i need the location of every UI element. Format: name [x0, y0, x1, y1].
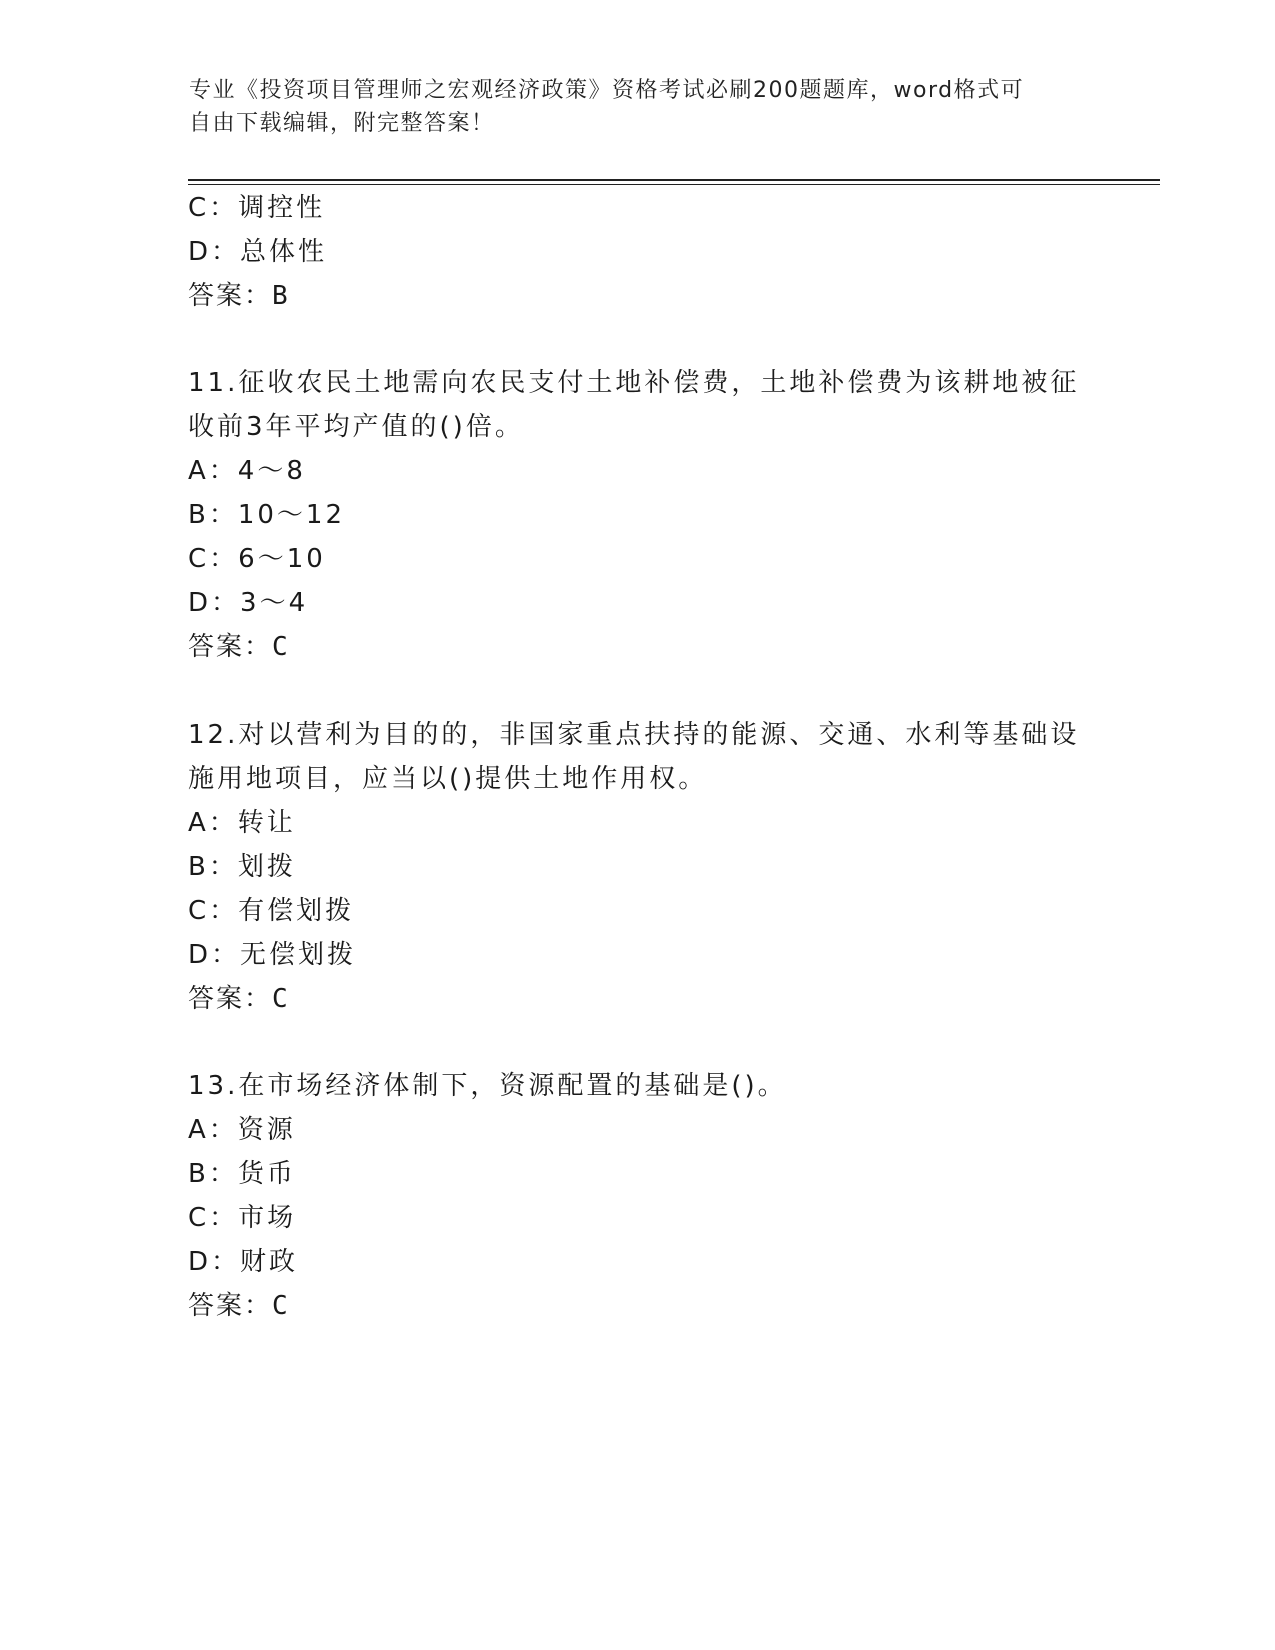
question-11-stem-line-1: 11.征收农民土地需向农民支付土地补偿费，土地补偿费为该耕地被征 [188, 368, 1080, 398]
header-line-2: 自由下载编辑，附完整答案！ [189, 111, 495, 136]
question-13-option-c: C：市场 [188, 1203, 297, 1233]
question-12-stem-line-1: 12.对以营利为目的的，非国家重点扶持的能源、交通、水利等基础设 [188, 720, 1080, 750]
question-11-option-a: A：4～8 [188, 456, 306, 486]
question-12-answer: 答案：C [188, 984, 290, 1014]
question-11-answer: 答案：C [188, 632, 290, 662]
question-11-option-b: B：10～12 [188, 500, 346, 530]
question-13-option-a: A：资源 [188, 1115, 296, 1145]
document-header [189, 74, 1089, 140]
header-divider-thick [188, 179, 1160, 181]
question-12-stem-line-2: 施用地项目，应当以()提供土地作用权。 [188, 764, 708, 794]
question-13-answer: 答案：C [188, 1291, 290, 1321]
header-divider-thin [188, 184, 1160, 185]
question-12-option-c: C：有偿划拨 [188, 896, 355, 926]
header-line-1: 专业《投资项目管理师之宏观经济政策》资格考试必刷200题题库，word格式可 [189, 78, 1025, 103]
prev-option-d: D：总体性 [188, 237, 328, 267]
prev-option-c: C：调控性 [188, 193, 326, 223]
question-11-stem-line-2: 收前3年平均产值的()倍。 [188, 412, 524, 442]
question-13-option-b: B：货币 [188, 1159, 296, 1189]
question-13-stem: 13.在市场经济体制下，资源配置的基础是()。 [188, 1071, 787, 1101]
question-12-option-d: D：无偿划拨 [188, 940, 357, 970]
question-12-option-a: A：转让 [188, 808, 296, 838]
question-11-option-c: C：6～10 [188, 544, 326, 574]
question-11-option-d: D：3～4 [188, 588, 309, 618]
question-13-option-d: D：财政 [188, 1247, 299, 1277]
question-12-option-b: B：划拨 [188, 852, 296, 882]
prev-answer: 答案：B [188, 281, 290, 311]
